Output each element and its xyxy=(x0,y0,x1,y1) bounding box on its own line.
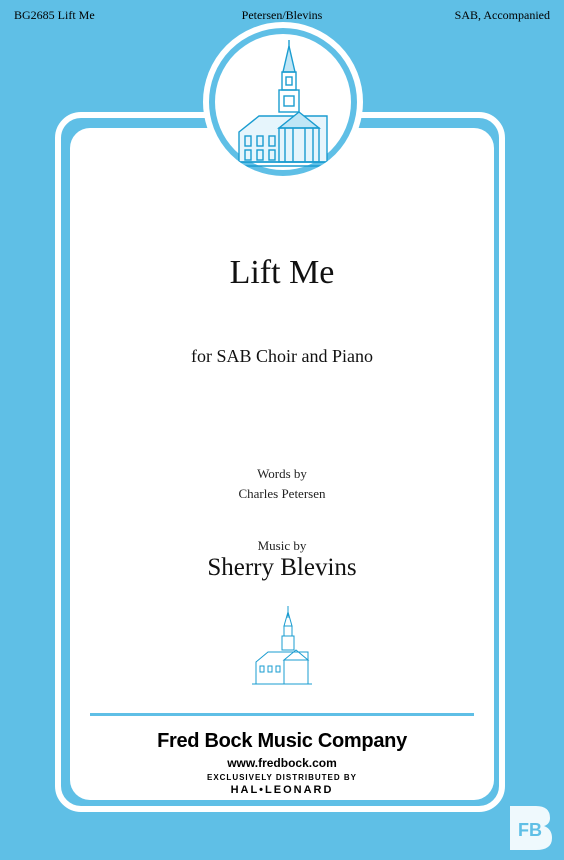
small-church-icon xyxy=(250,604,314,688)
publisher-website[interactable]: www.fredbock.com xyxy=(227,756,337,770)
fred-bock-logo-icon xyxy=(506,800,556,852)
publisher-name: Fred Bock Music Company xyxy=(157,730,407,752)
voicing-info: SAB, Accompanied xyxy=(454,8,550,22)
composer-name: Sherry Blevins xyxy=(207,554,357,581)
voicing-subtitle: for SAB Choir and Piano xyxy=(191,346,373,366)
cover-card xyxy=(70,128,494,800)
music-by-label: Music by xyxy=(257,538,307,553)
church-medallion xyxy=(203,22,363,182)
words-by-label: Words by xyxy=(257,466,307,481)
header-bar xyxy=(0,0,564,24)
song-title: Lift Me xyxy=(229,254,335,291)
lyricist-name: Charles Petersen xyxy=(238,486,326,501)
church-illustration-icon xyxy=(215,32,351,172)
composer-credit: Petersen/Blevins xyxy=(241,8,323,22)
footer-divider xyxy=(90,713,474,716)
catalog-number: BG2685 Lift Me xyxy=(14,8,95,22)
distributor-name: HAL•LEONARD xyxy=(230,784,334,796)
distribution-note: EXCLUSIVELY DISTRIBUTED BY xyxy=(206,773,358,782)
logo-text: FB xyxy=(518,820,542,840)
